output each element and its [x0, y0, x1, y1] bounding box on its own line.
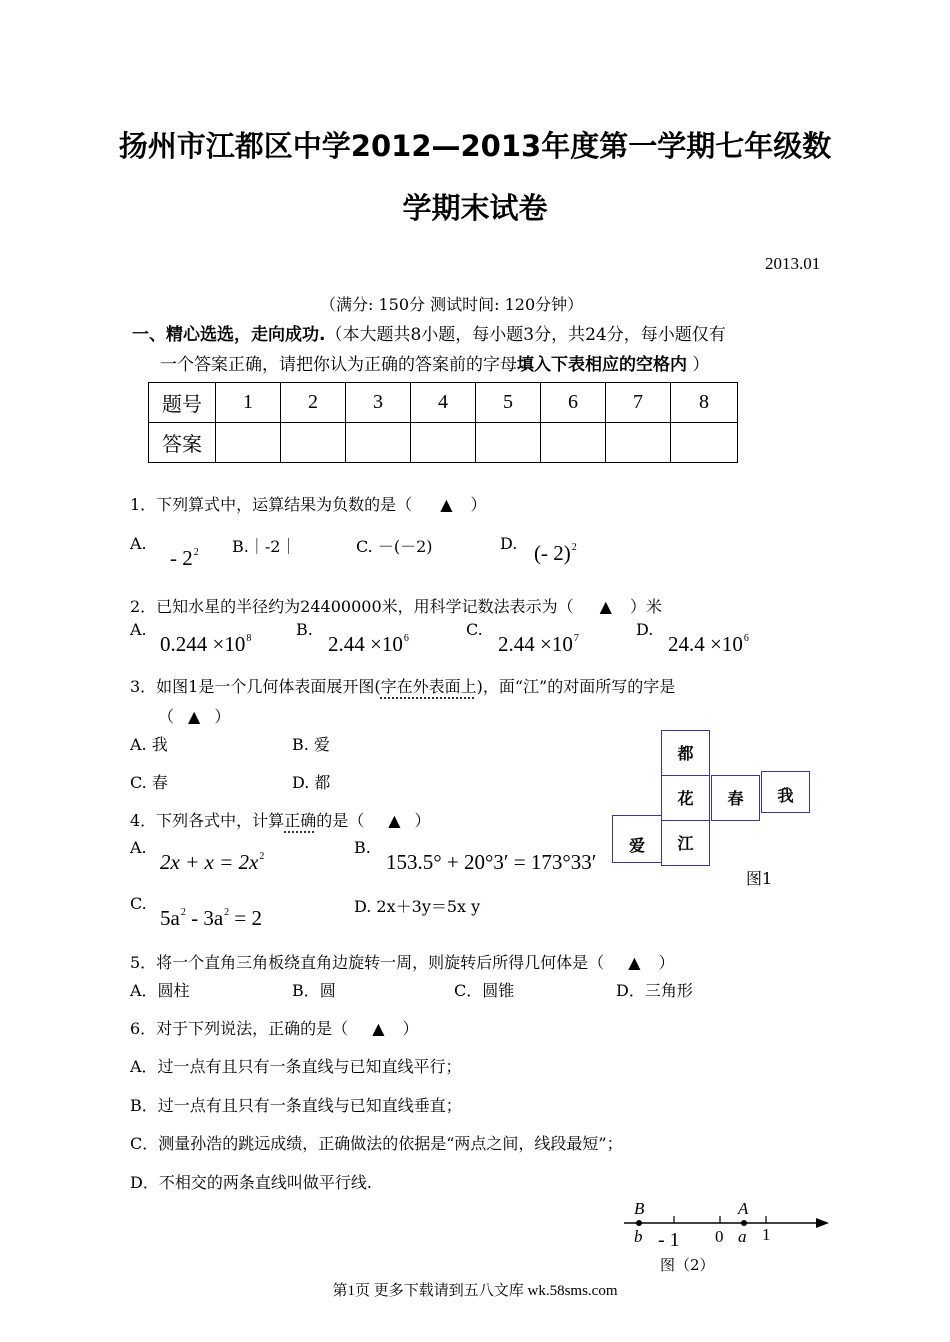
q5-stem [130, 950, 675, 973]
q2-option-b [328, 632, 409, 657]
q4-c-part3: = 2 [229, 906, 262, 930]
section1-instr-a: （本大题共8小题，每小题3分，共24分，每小题仅有 [325, 325, 726, 345]
label-A: A [738, 1199, 749, 1218]
q4-c-part1: 5a [160, 906, 180, 930]
question-number-cell: 8 [671, 383, 738, 423]
net-face: 我 [761, 771, 810, 813]
q1-option-c: C. －(－2) [356, 537, 433, 556]
q4-close: ） [414, 811, 431, 830]
q5-option-a: A．圆柱 [130, 981, 190, 1000]
q3-stem-emphasis: 字在外表面上 [380, 677, 477, 696]
row-label-question-number: 题号 [149, 383, 216, 423]
point-a [741, 1220, 747, 1226]
q1-stem-text: 1．下列算式中，运算结果为负数的是（ [130, 495, 413, 514]
q5-close: ） [658, 953, 675, 972]
question-number-cell: 3 [346, 383, 411, 423]
q3-stem-a: 3．如图1是一个几何体表面展开图( [130, 677, 381, 696]
q5-stem-text: 5．将一个直角三角板绕直角边旋转一周，则旋转后所得几何体是（ [130, 953, 605, 972]
point-b [636, 1220, 642, 1226]
q4-option-d: D. 2x＋3y＝5x y [354, 897, 481, 916]
answer-cell[interactable] [411, 423, 476, 463]
q6-option-b: B．过一点有且只有一条直线与已知直线垂直； [130, 1096, 462, 1115]
answer-cell[interactable] [671, 423, 738, 463]
q2-b-exp: 6 [403, 633, 409, 644]
q3-answer-mark: ▲ [188, 707, 201, 726]
q3-option-a: A. 我 [130, 735, 168, 754]
q2-d-val: 24.4 ×10 [668, 632, 743, 656]
q4-option-b-label: B. [354, 838, 371, 857]
q1-option-d-label: D. [500, 534, 518, 553]
answer-table [148, 382, 738, 463]
q4-option-b: 153.5° + 20°3′ = 173°33′ [386, 850, 597, 874]
q3-option-d: D. 都 [292, 773, 331, 792]
q4-answer-mark: ▲ [388, 811, 401, 830]
number-line-figure [612, 1194, 842, 1276]
page-title-line2: 学期末试卷 [402, 191, 548, 225]
q2-b-val: 2.44 ×10 [328, 632, 403, 656]
answer-table-answer-row [149, 423, 738, 463]
q2-a-exp: 8 [246, 633, 252, 644]
answer-cell[interactable] [476, 423, 541, 463]
q3-stem [130, 674, 675, 697]
q2-a-val: 0.244 ×10 [160, 632, 246, 656]
net-face: 江 [661, 820, 710, 866]
exam-info: （满分: 150分 测试时间: 120分钟） [320, 295, 584, 314]
net-face: 都 [661, 730, 710, 776]
label-a: a [738, 1227, 747, 1246]
q1-d-base: (- 2) [534, 541, 571, 565]
q4-c-part2: - 3a [185, 906, 224, 930]
q1-close: ） [470, 495, 487, 514]
q1-option-a-label: A. [130, 534, 147, 553]
q2-option-c-label: C. [466, 620, 483, 639]
section1-instr-c: ） [687, 355, 710, 375]
section1-heading: 一、精心选选，走向成功. [132, 325, 326, 345]
q3-open: （ [158, 707, 175, 726]
q3-stem-b: )，面“江”的对面所写的字是 [476, 677, 676, 696]
label-b: b [634, 1227, 643, 1246]
q1-option-d [534, 541, 577, 566]
q2-answer-mark: ▲ [599, 597, 612, 616]
question-number-cell: 4 [411, 383, 476, 423]
label-0: 0 [715, 1227, 724, 1246]
section1-instr-bold: 填入下表相应的空格内 [517, 355, 687, 375]
q1-answer-mark: ▲ [440, 495, 453, 514]
q1-stem [130, 492, 487, 515]
question-number-cell: 5 [476, 383, 541, 423]
q2-option-a [160, 632, 251, 657]
q4-option-c-label: C. [130, 894, 147, 913]
q2-close: ）米 [629, 597, 662, 616]
q1-a-exp: 2 [193, 547, 199, 558]
question-number-cell: 2 [281, 383, 346, 423]
question-number-cell: 7 [606, 383, 671, 423]
answer-cell[interactable] [606, 423, 671, 463]
q4-option-a-label: A. [130, 838, 147, 857]
q5-option-c: C．圆锥 [454, 981, 515, 1000]
q5-option-d: D．三角形 [616, 981, 693, 1000]
q4-c-exp2: 2 [224, 907, 230, 918]
q6-option-a: A．过一点有且只有一条直线与已知直线平行； [130, 1057, 462, 1076]
net-face: 花 [661, 775, 710, 821]
q6-close: ） [402, 1019, 419, 1038]
answer-cell[interactable] [346, 423, 411, 463]
answer-cell[interactable] [281, 423, 346, 463]
q2-c-val: 2.44 ×10 [498, 632, 573, 656]
q1-a-base: - 2 [170, 546, 193, 570]
label-neg1: - 1 [658, 1229, 680, 1251]
q2-d-exp: 6 [743, 633, 749, 644]
q1-option-a [170, 546, 199, 571]
q4-stem-emphasis: 正确 [284, 811, 317, 830]
q3-answer-slot [158, 704, 230, 727]
net-face: 春 [711, 775, 760, 821]
q2-option-d-label: D. [636, 620, 654, 639]
q3-close: ） [214, 707, 231, 726]
question-number-cell: 6 [541, 383, 606, 423]
q4-stem-a: 4．下列各式中，计算 [130, 811, 285, 830]
section1-instr-b: 一个答案正确，请把你认为正确的答案前的字母 [160, 355, 517, 375]
figure1-caption: 图1 [746, 869, 773, 888]
question-number-cell: 1 [216, 383, 281, 423]
q3-option-c: C. 春 [130, 773, 168, 792]
q6-stem-text: 6．对于下列说法，正确的是（ [130, 1019, 349, 1038]
net-face: 爱 [612, 815, 661, 863]
number-line-arrow [816, 1218, 829, 1228]
q2-option-a-label: A. [130, 620, 147, 639]
q4-option-c [160, 906, 262, 931]
answer-cell[interactable] [541, 423, 606, 463]
figure2-caption: 图（2） [660, 1256, 715, 1274]
q4-stem-b: 的是（ [316, 811, 365, 830]
answer-cell[interactable] [216, 423, 281, 463]
q2-option-c [498, 632, 579, 657]
answer-table-header-row [149, 383, 738, 423]
q2-stem [130, 594, 662, 617]
page-footer: 第1页 更多下载请到五八文库 wk.58sms.com [332, 1283, 618, 1299]
section1-instructions-line2 [160, 350, 709, 375]
exam-date: 2013.01 [765, 254, 821, 273]
q1-d-exp: 2 [571, 542, 577, 553]
q2-option-d [668, 632, 749, 657]
q4-option-a [160, 850, 264, 875]
q4-a-exp: 2 [259, 851, 265, 862]
row-label-answer: 答案 [149, 423, 216, 463]
q2-option-b-label: B. [296, 620, 313, 639]
q6-stem [130, 1016, 419, 1039]
q3-option-b: B. 爱 [292, 735, 330, 754]
q4-a-expr: 2x + x = 2x [160, 850, 259, 874]
q6-option-d: D．不相交的两条直线叫做平行线. [130, 1173, 372, 1192]
q5-answer-mark: ▲ [628, 953, 641, 972]
q2-c-exp: 7 [573, 633, 579, 644]
label-B: B [634, 1199, 645, 1218]
q5-option-b: B．圆 [292, 981, 336, 1000]
label-1: 1 [762, 1225, 771, 1244]
q6-answer-mark: ▲ [372, 1019, 385, 1038]
page-title-line1: 扬州市江都区中学2012—2013年度第一学期七年级数 [118, 129, 832, 163]
q1-option-b: B.｜-2｜ [232, 537, 297, 556]
q4-c-exp1: 2 [180, 907, 186, 918]
q6-option-c: C．测量孙浩的跳远成绩，正确做法的依据是“两点之间，线段最短”； [130, 1134, 623, 1153]
section1-instructions-line1 [132, 320, 726, 345]
q4-stem [130, 808, 431, 831]
q2-stem-text: 2．已知水星的半径约为24400000米，用科学记数法表示为（ [130, 597, 574, 616]
